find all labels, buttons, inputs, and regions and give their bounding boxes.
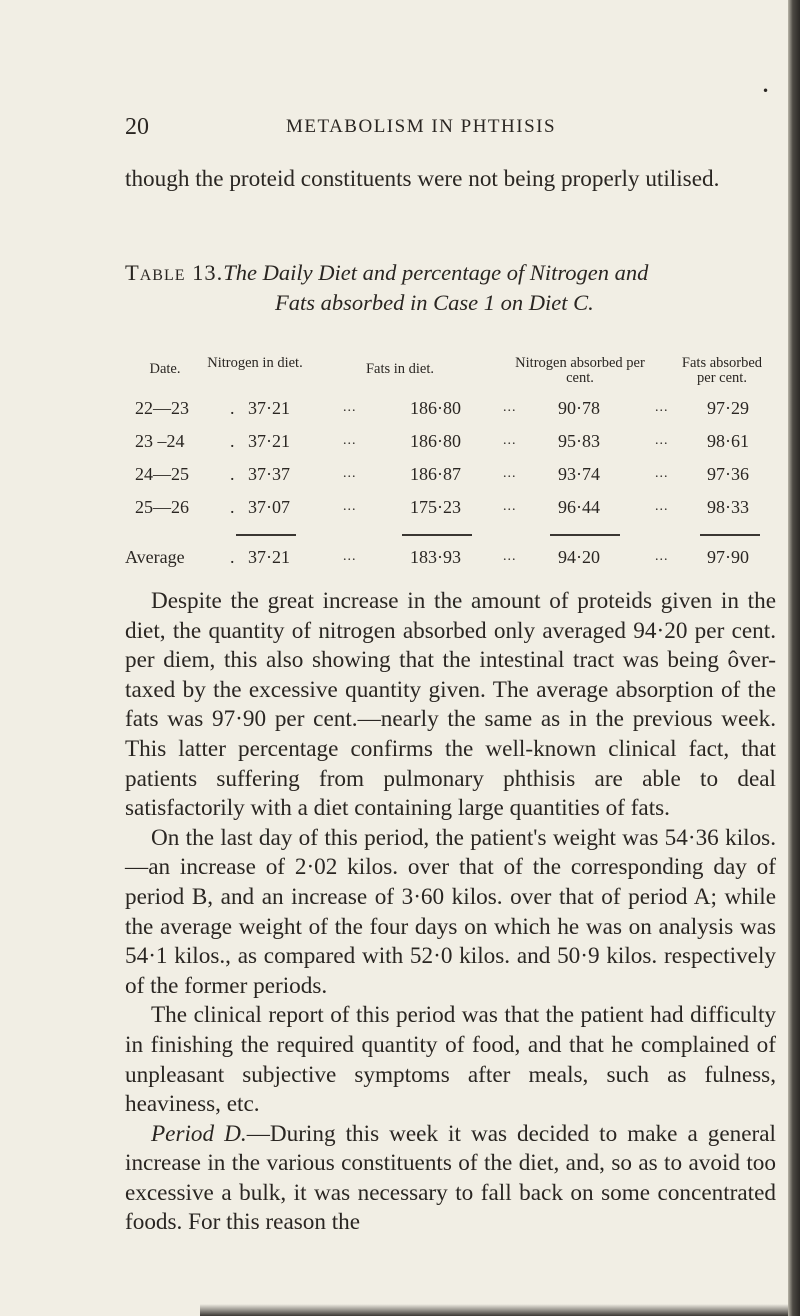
table-title-line1: The Daily Diet and percentage of Nitrogen and: [223, 260, 649, 285]
cell-nitrogen: 37·21: [248, 431, 290, 451]
cell-average-n-absorbed: 94·20: [558, 547, 600, 567]
cell-nitrogen: 37·37: [248, 464, 290, 484]
sum-rule: [550, 534, 620, 536]
leader-dots: ...: [503, 499, 517, 514]
cell-sep: .: [230, 398, 235, 418]
paragraph-4: [125, 1120, 776, 1238]
cell-fats: 186·80: [410, 398, 461, 418]
leader-dots: ...: [343, 549, 357, 564]
intro-text: [125, 165, 776, 195]
intro-paragraph: though the proteid constituents were not being properly utilised.: [125, 166, 720, 192]
cell-sep: .: [230, 464, 235, 484]
col-header-nitrogen-in-diet: Nitrogen in diet.: [207, 355, 303, 371]
cell-fats: 186·87: [410, 464, 461, 484]
period-heading: Period D.: [151, 1120, 247, 1147]
cell-date: 25—26: [135, 497, 189, 517]
cell-average-fats: 183·93: [410, 547, 461, 567]
leader-dots: ...: [503, 433, 517, 448]
leader-dots: ...: [503, 466, 517, 481]
leader-dots: ...: [343, 466, 357, 481]
page-shadow: [200, 1304, 788, 1316]
cell-fats: 186·80: [410, 431, 461, 451]
cell-date: 23 –24: [135, 431, 185, 451]
leader-dots: ...: [655, 433, 669, 448]
col-header-fats-in-diet: Fats in diet.: [365, 361, 435, 377]
col-header-nitrogen-absorbed: Nitrogen absorbed per cent.: [515, 355, 645, 386]
cell-nitrogen: 37·07: [248, 497, 290, 517]
cell-date: 24—25: [135, 464, 189, 484]
page-header: [0, 114, 790, 144]
body-text: [125, 587, 776, 1238]
paragraph-3: The clinical report of this period was that the patient had difficulty in finishing the required quantity of food, and that he complained of unpleasant subjective symptoms after meals, such as fulness, heaviness, etc.: [125, 1002, 776, 1118]
paragraph-1: Despite the great increase in the amount of proteids given in the diet, the quantity of nitrogen absorbed only averaged 94·20 per cent. per diem, this also showing that the intestinal tract was being ôver-taxed by the excessive quantity given. The average absorption of the fats was 97·90 per cent.—nearly the same as in the previous week. This latter percentage confirms the well-known clinical fact, that patients suffering from pulmonary phthisis are able to deal satisfactorily with a diet containing large quantities of fats.: [125, 588, 776, 822]
leader-dots: ...: [343, 499, 357, 514]
page-number: 20: [125, 114, 149, 140]
cell-sep: .: [230, 547, 235, 567]
col-header-fats-absorbed: Fats absorbed per cent.: [681, 355, 763, 386]
leader-dots: ...: [655, 549, 669, 564]
paragraph-4-text: —During this week it was decided to make a general increase in the various constituents of the diet, and, so as to avoid too excessive a bulk, it was necessary to fall back on some concentrated foods. For this reason the: [125, 1120, 776, 1236]
col-header-date: Date.: [149, 361, 181, 377]
cell-sep: .: [230, 497, 235, 517]
leader-dots: ...: [655, 499, 669, 514]
leader-dots: ...: [343, 400, 357, 415]
sum-rule: [236, 534, 296, 536]
cell-n-absorbed: 93·74: [558, 464, 600, 484]
cell-date: 22—23: [135, 398, 189, 418]
book-binding-edge: [788, 0, 800, 1316]
sum-rule: [700, 534, 760, 536]
leader-dots: ...: [503, 549, 517, 564]
leader-dots: ...: [655, 400, 669, 415]
table-caption-line1: [125, 258, 776, 288]
cell-f-absorbed: 97·36: [707, 464, 749, 484]
cell-average-f-absorbed: 97·90: [707, 547, 749, 567]
cell-n-absorbed: 96·44: [558, 497, 600, 517]
cell-fats: 175·23: [410, 497, 461, 517]
table-title-line2: Fats absorbed in Case 1 on Diet C.: [275, 290, 594, 315]
leader-dots: ...: [343, 433, 357, 448]
cell-f-absorbed: 98·61: [707, 431, 749, 451]
cell-n-absorbed: 95·83: [558, 431, 600, 451]
running-title: METABOLISM IN PHTHISIS: [286, 116, 557, 137]
paragraph-2: On the last day of this period, the patient's weight was 54·36 kilos.—an increase of 2·02 kilos. over that of the corresponding day of period B, and an increase of 3·60 kilos. over that of period A; while the average weight of the four days on which he was on analysis was 54·1 kilos., as compared with 52·0 kilos. and 50·9 kilos. respectively of the former periods.: [125, 824, 776, 999]
table-caption: [125, 258, 776, 318]
margin-mark: •: [762, 84, 770, 98]
sum-rule: [402, 534, 472, 536]
cell-n-absorbed: 90·78: [558, 398, 600, 418]
cell-sep: .: [230, 431, 235, 451]
cell-f-absorbed: 98·33: [707, 497, 749, 517]
cell-nitrogen: 37·21: [248, 398, 290, 418]
cell-average-nitrogen: 37·21: [248, 547, 290, 567]
leader-dots: ...: [503, 400, 517, 415]
cell-f-absorbed: 97·29: [707, 398, 749, 418]
cell-average-label: Average: [125, 547, 185, 567]
leader-dots: ...: [655, 466, 669, 481]
table-label: Table 13.: [125, 260, 224, 285]
